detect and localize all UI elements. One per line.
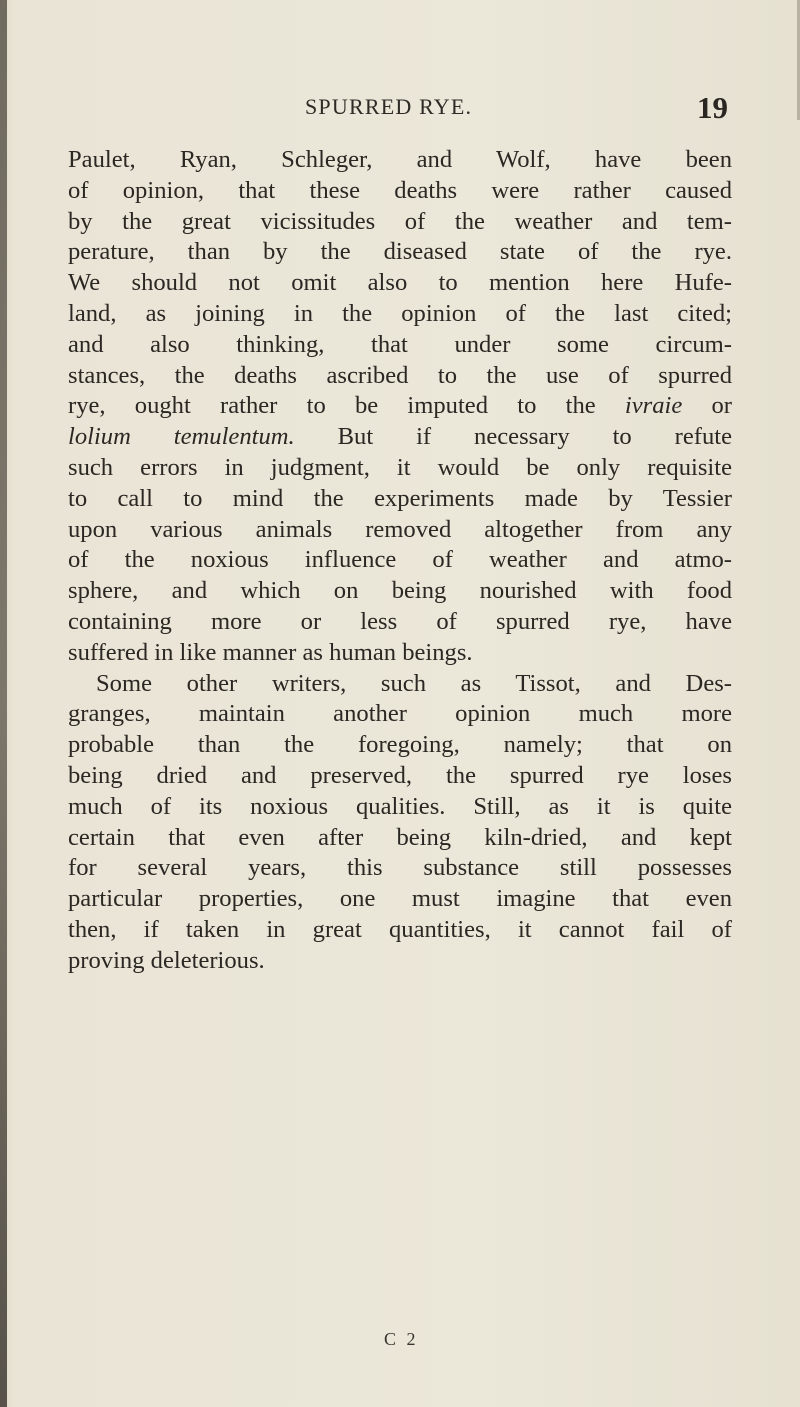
text-line: then, if taken in great quantities, it cannot fail of [68,915,732,943]
text-line: sphere, and which on being nourished with food [68,577,732,605]
running-title: SPURRED RYE. [305,94,473,119]
text-line: by the great vicissitudes of the weather and tem- [68,207,732,235]
text-line: granges, maintain another opinion much more [68,700,732,728]
body-text [68,145,732,977]
text-line: We should not omit also to mention here Hufe- [68,269,732,297]
text-line: containing more or less of spurred rye, have [68,607,732,635]
text-line: being dried and preserved, the spurred rye loses [68,761,732,789]
text-line: probable than the foregoing, namely; that on [68,731,732,759]
text-line: suffered in like manner as human beings. [68,638,473,666]
text-line: stances, the deaths ascribed to the use of spurred [68,361,732,389]
text-line: of opinion, that these deaths were rather caused [68,176,732,204]
italic-term-ivraie: ivraie [624,392,683,420]
text-line: proving deleterious. [68,946,265,974]
text-line: of the noxious influence of weather and atmo- [68,546,732,574]
italic-term-lolium: lolium temulentum. [68,423,295,451]
text-line: land, as joining in the opinion of the last cited; [68,299,732,327]
text-line: certain that even after being kiln-dried, and kept [68,823,732,851]
text-line: upon various animals removed altogether from any [68,515,732,543]
text-line: rye, ought rather to be imputed to the ivraie or [68,392,732,420]
page-binding-edge [0,0,7,1407]
running-head [0,90,800,130]
text-line: perature, than by the diseased state of the rye. [68,238,732,266]
signature-mark: C 2 [384,1329,419,1349]
text-line: lolium temulentum. But if necessary to refute [68,423,732,451]
text-line-paragraph-start: Some other writers, such as Tissot, and Des- [96,669,732,697]
text-line: Paulet, Ryan, Schleger, and Wolf, have been [68,146,732,173]
text-line: to call to mind the experiments made by Tessier [68,484,732,512]
page-number: 19 [697,90,728,125]
text-line: and also thinking, that under some circum- [68,330,732,358]
text-line: for several years, this substance still possesses [68,854,732,882]
text-line: much of its noxious qualities. Still, as it is quite [68,792,732,820]
text-line: particular properties, one must imagine that even [68,885,732,913]
text-line: such errors in judgment, it would be only requisite [68,453,732,481]
